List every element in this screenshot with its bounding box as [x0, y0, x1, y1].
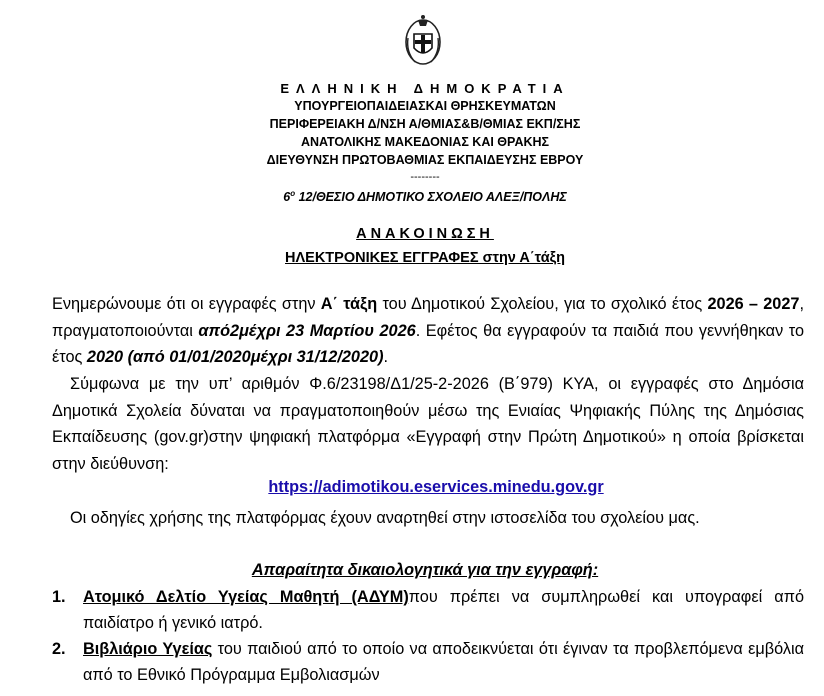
header-republic: ΕΛΛΗΝΙΚΗ ΔΗΜΟΚΡΑΤΙΑ: [280, 81, 570, 96]
intro-text-1: Ενημερώνουμε ότι οι εγγραφές στην: [52, 295, 321, 313]
list-item-title: Βιβλιάριο Υγείας: [83, 640, 213, 658]
list-item-number: 2.: [52, 640, 66, 658]
requirements-title: Απαραίτητα δικαιολογητικά για την εγγραφή:: [251, 561, 599, 579]
greek-coat-of-arms-icon: [403, 8, 443, 68]
header-ministry: ΥΠΟΥΡΓΕΙΟΠΑΙΔΕΙΑΣΚΑΙ ΘΡΗΣΚΕΥΜΑΤΩΝ: [294, 99, 556, 113]
list-item: [52, 636, 804, 688]
school-ordinal: ο: [290, 189, 296, 198]
intro-text-3: , πραγματοποιούνται: [52, 295, 804, 340]
school-name: 12/ΘΕΣΙΟ ΔΗΜΟΤΙΚΟ ΣΧΟΛΕΙΟ ΑΛΕΞ/ΠΟΛΗΣ: [295, 190, 567, 205]
header-region-line1: ΠΕΡΙΦΕΡΕΙΑΚΗ Δ/ΝΣΗ Α/ΘΜΙΑΣ&Β/ΘΜΙΑΣ ΕΚΠ/ΣΗΣ: [269, 117, 581, 131]
paragraph-intro: [52, 291, 804, 371]
school-number: 6: [283, 190, 291, 205]
enrollment-platform-link[interactable]: https://adimotikou.eservices.minedu.gov.gr: [268, 478, 604, 496]
intro-text-2: του Δημοτικού Σχολείου, για το σχολικό έτος: [377, 295, 708, 313]
list-item-title: Ατομικό Δελτίο Υγείας Μαθητή (ΑΔΥΜ): [83, 588, 409, 606]
header-region-line2: ΑΝΑΤΟΛΙΚΗΣ ΜΑΚΕΔΟΝΙΑΣ ΚΑΙ ΘΡΑΚΗΣ: [300, 135, 550, 149]
intro-text-5: .: [383, 348, 389, 366]
list-item-text: του παιδιού από το οποίο να αποδεικνύεται ότι έγιναν τα προβλεπόμενα εμβόλια από το Εθνικό Πρόγραμμα Εμβολιασμών: [83, 640, 804, 684]
header-separator: --------: [410, 171, 440, 183]
intro-text-4: . Εφέτος θα εγγραφούν τα παιδιά που γεννήθηκαν το έτος: [52, 321, 805, 366]
paragraph-instructions: Οι οδηγίες χρήσης της πλατφόρμας έχουν αναρτηθεί στην ιστοσελίδα του σχολείου μας.: [70, 509, 700, 527]
header-directorate: ΔΙΕΥΘΥΝΣΗ ΠΡΩΤΟΒΑΘΜΙΑΣ ΕΚΠΑΙΔΕΥΣΗΣ ΕΒΡΟΥ: [266, 153, 584, 167]
intro-grade: Α΄ τάξη: [320, 295, 378, 313]
list-item-number: 1.: [52, 588, 66, 606]
intro-date-range: από2μέχρι 23 Μαρτίου 2026: [198, 321, 416, 340]
list-item-text: που πρέπει να συμπληρωθεί και υπογραφεί από παιδίατρο ή γενικό ιατρό.: [83, 588, 804, 632]
intro-birth-year: 2020 (από 01/01/2020μέχρι 31/12/2020): [86, 348, 384, 366]
paragraph-legal: Σύμφωνα με την υπ’ αριθμόν Φ.6/23198/Δ1/25-2-2026 (Β΄979) ΚΥΑ, οι εγγραφές στο Δημόσια Δημοτικά Σχολεία δύναται να πραγματοποιηθούν μέσω της Ενιαίας Ψηφιακής Πύλης της Δημόσιας Εκπαίδευσης (gov.gr)στην ψηφιακή πλατφόρμα «Εγγραφή στην Πρώτη Δημοτικού» η οποία βρίσκεται στην διεύθυνση:: [52, 375, 804, 473]
announcement-title: ΑΝΑΚΟΙΝΩΣΗ: [356, 226, 494, 242]
list-item: [52, 584, 804, 636]
intro-school-year: 2026 – 2027: [707, 295, 800, 313]
announcement-subtitle: ΗΛΕΚΤΡΟΝΙΚΕΣ ΕΓΓΡΑΦΕΣ στην Α΄τάξη: [285, 250, 565, 266]
header-school: [0, 185, 824, 206]
